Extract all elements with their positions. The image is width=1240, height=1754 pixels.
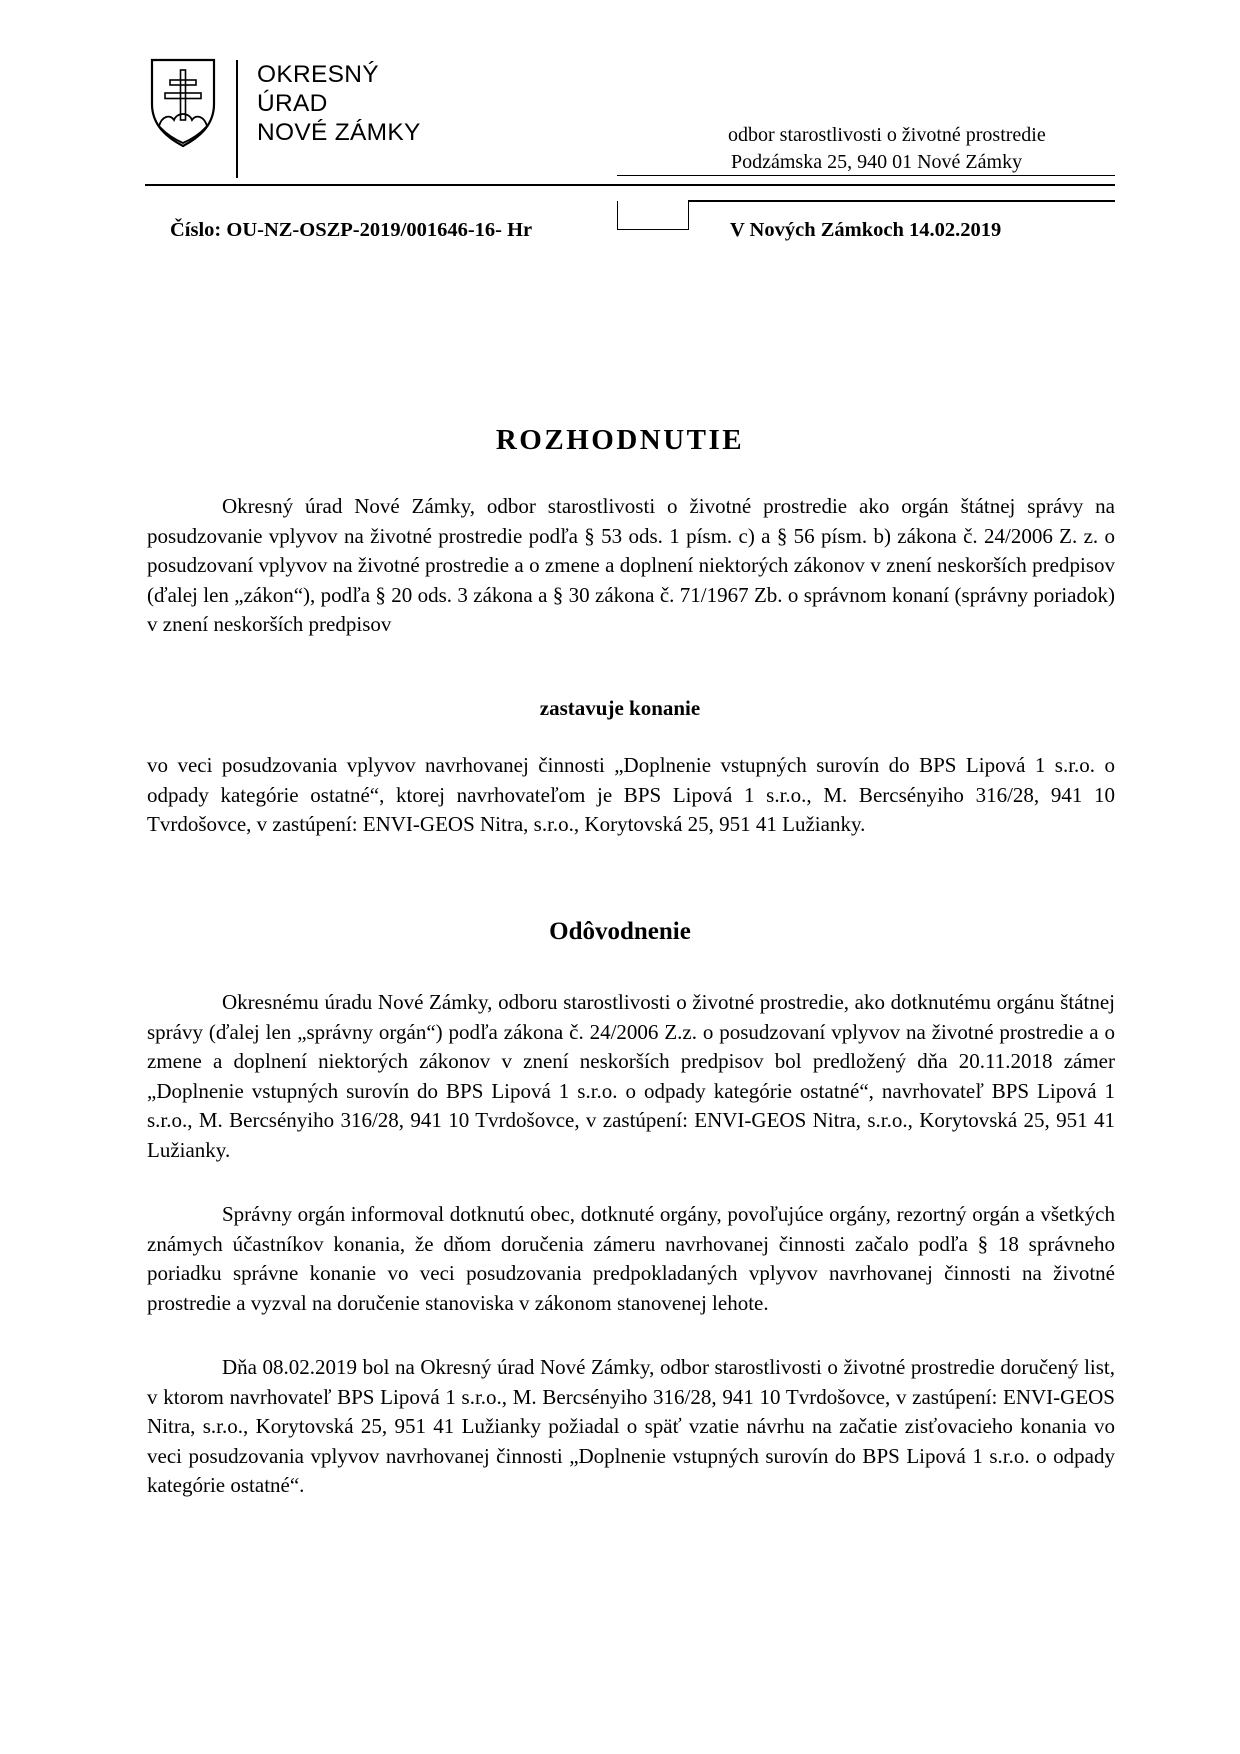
header-divider-vertical (236, 60, 238, 178)
reference-number: Číslo: OU-NZ-OSZP-2019/001646-16- Hr (170, 219, 533, 241)
document-title: ROZHODNUTIE (495, 424, 745, 456)
reference-bracket (617, 201, 689, 230)
address-underline (617, 175, 1115, 176)
office-name (257, 60, 421, 147)
slovak-coat-of-arms-icon (148, 58, 218, 148)
department-name: odbor starostlivosti o životné prostredie (728, 124, 1046, 146)
decision-statement: zastavuje konanie (539, 696, 701, 720)
reasoning-paragraph-1: Okresnému úradu Nové Zámky, odboru starostlivosti o životné prostredie, ako dotknutému orgánu štátnej správy (ďalej len „správny orgán“) podľa zákona č. 24/2006 Z.z. o posudzovaní vplyvov na životné prostredie a o zmene a doplnení niektorých zákonov v znení neskorších predpisov bol predložený dňa 20.11.2018 zámer „Doplnenie vstupných surovín do BPS Lipová 1 s.r.o. o odpady kategórie ostatné“, navrhovateľ BPS Lipová 1 s.r.o., M. Bercsényiho 316/28, 941 10 Tvrdošovce, v zastúpení: ENVI-GEOS Nitra, s.r.o., Korytovská 25, 951 41 Lužianky. (147, 990, 1115, 1162)
office-name-line-1: OKRESNÝ (257, 61, 379, 88)
reasoning-paragraph-2: Správny orgán informoval dotknutú obec, dotknuté orgány, povoľujúce orgány, rezortný orgán a všetkých známych účastníkov konania, že dňom doručenia zámeru navrhovanej činnosti začalo podľa § 18 správneho poriadku správne konanie vo veci posudzovania predpokladaných vplyvov navrhovanej činnosti na životné prostredie a vyzval na doručenie stanoviska v zákonom stanovenej lehote. (147, 1202, 1115, 1315)
place-and-date: V Nových Zámkoch 14.02.2019 (730, 219, 1002, 241)
header-divider-secondary (688, 200, 1115, 202)
reasoning-heading: Odôvodnenie (549, 918, 691, 945)
header-divider-horizontal (145, 184, 1115, 186)
office-name-line-3: NOVÉ ZÁMKY (257, 119, 421, 146)
office-name-line-2: ÚRAD (257, 90, 328, 117)
intro-paragraph: Okresný úrad Nové Zámky, odbor starostlivosti o životné prostredie ako orgán štátnej správy na posudzovanie vplyvov na životné prostredie podľa § 53 ods. 1 písm. c) a § 56 písm. b) zákona č. 24/2006 Z. z. o posudzovaní vplyvov na životné prostredie a o zmene a doplnení niektorých zákonov v znení neskorších predpisov (ďalej len „zákon“), podľa § 20 ods. 3 zákona a § 30 zákona č. 71/1967 Zb. o správnom konaní (správny poriadok) v znení neskorších predpisov (147, 494, 1115, 636)
decision-paragraph: vo veci posudzovania vplyvov navrhovanej činnosti „Doplnenie vstupných surovín do BPS Lipová 1 s.r.o. o odpady kategórie ostatné“, ktorej navrhovateľom je BPS Lipová 1 s.r.o., M. Bercsényiho 316/28, 941 10 Tvrdošovce, v zastúpení: ENVI-GEOS Nitra, s.r.o., Korytovská 25, 951 41 Lužianky. (147, 753, 1115, 836)
reasoning-paragraph-3: Dňa 08.02.2019 bol na Okresný úrad Nové Zámky, odbor starostlivosti o životné prostredie doručený list, v ktorom navrhovateľ BPS Lipová 1 s.r.o., M. Bercsényiho 316/28, 941 10 Tvrdošovce, v zastúpení: ENVI-GEOS Nitra, s.r.o., Korytovská 25, 951 41 Lužianky požiadal o späť vzatie návrhu na začatie zisťovacieho konania vo veci posudzovania vplyvov navrhovanej činnosti „Doplnenie vstupných surovín do BPS Lipová 1 s.r.o. o odpady kategórie ostatné“. (147, 1355, 1115, 1497)
office-address: Podzámska 25, 940 01 Nové Zámky (731, 151, 1023, 173)
